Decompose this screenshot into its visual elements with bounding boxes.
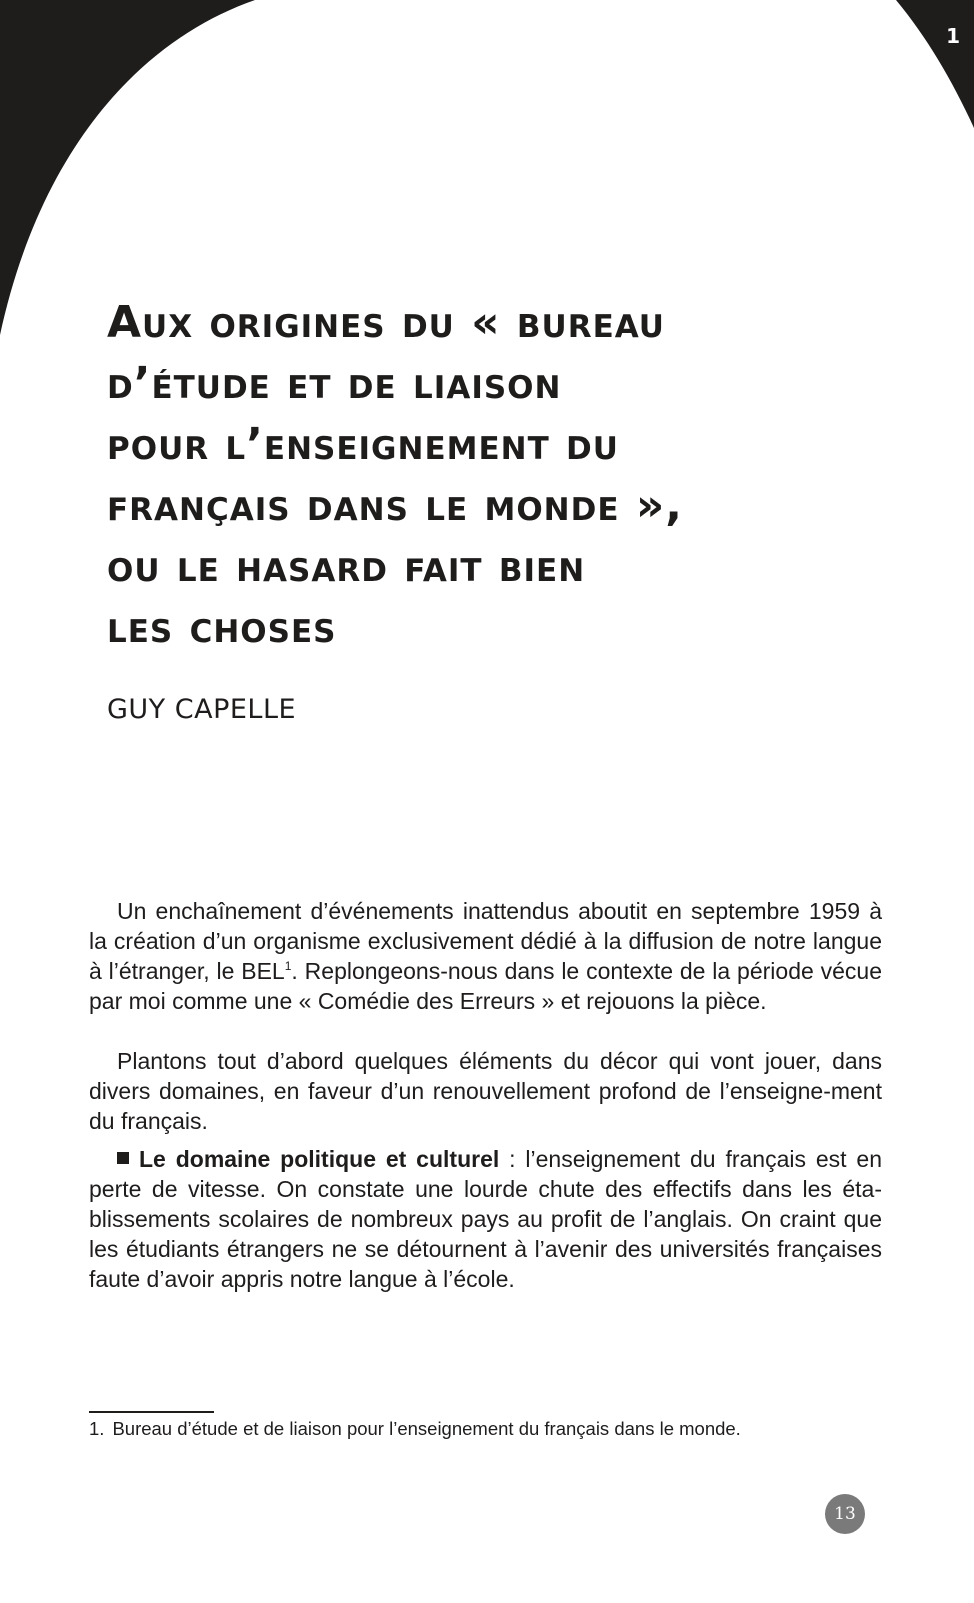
footnote — [89, 1417, 882, 1441]
title-line: Aux origines du « bureau — [107, 297, 665, 348]
page-number-badge: 13 — [825, 1494, 865, 1534]
corner-decoration — [0, 0, 974, 340]
footnote-number: 1. — [89, 1418, 105, 1439]
paragraph-intro — [89, 896, 882, 1016]
footnote-text: Bureau d’étude et de liaison pour l’enseignement du français dans le monde. — [112, 1418, 741, 1439]
chapter-number: 1 — [946, 24, 960, 48]
title-line: pour l’enseignement du — [107, 419, 619, 470]
article-body — [89, 896, 882, 1294]
author-name: GUY CAPELLE — [107, 694, 297, 725]
article-title — [107, 292, 887, 658]
left-black-arc — [0, 0, 255, 335]
right-black-arc — [896, 0, 974, 128]
paragraph-political-cultural — [89, 1144, 882, 1294]
footnote-divider — [89, 1411, 214, 1413]
title-line: français dans le monde », — [107, 480, 683, 531]
paragraph-context: Plantons tout d’abord quelques éléments du décor qui vont jouer, dans divers domaines, en faveur d’un renouvellement profond de l’enseigne-ment du français. — [89, 1048, 882, 1134]
title-line: ou le hasard fait bien — [107, 541, 586, 592]
title-line: d’étude et de liaison — [107, 358, 562, 409]
title-line: les choses — [107, 602, 337, 653]
paragraph-text: Un enchaînement d’événements inattendus aboutit en septembre 1959 à la création d’un organisme exclusivement dédié à la diffusion de notre langue à l’étranger, le BEL — [89, 898, 882, 984]
paragraph-text: : l’enseignement du français est en perte de vitesse. On constate une lourde chute des effectifs dans les éta-blissements scolaires de nombreux pays au profit de l’anglais. On craint que les étudiants étrangers ne se détournent à l’avenir des universités françaises faute d’avoir appris notre langue à l’école. — [89, 1146, 882, 1292]
footnote-reference[interactable]: 1 — [284, 959, 292, 973]
paragraph-text: . Replongeons-nous dans le contexte de la période vécue par moi comme une « Comédie des Erreurs » et rejouons la pièce. — [89, 958, 883, 1014]
section-heading: Le domaine politique et culturel — [139, 1146, 500, 1172]
square-bullet-icon — [117, 1152, 129, 1164]
